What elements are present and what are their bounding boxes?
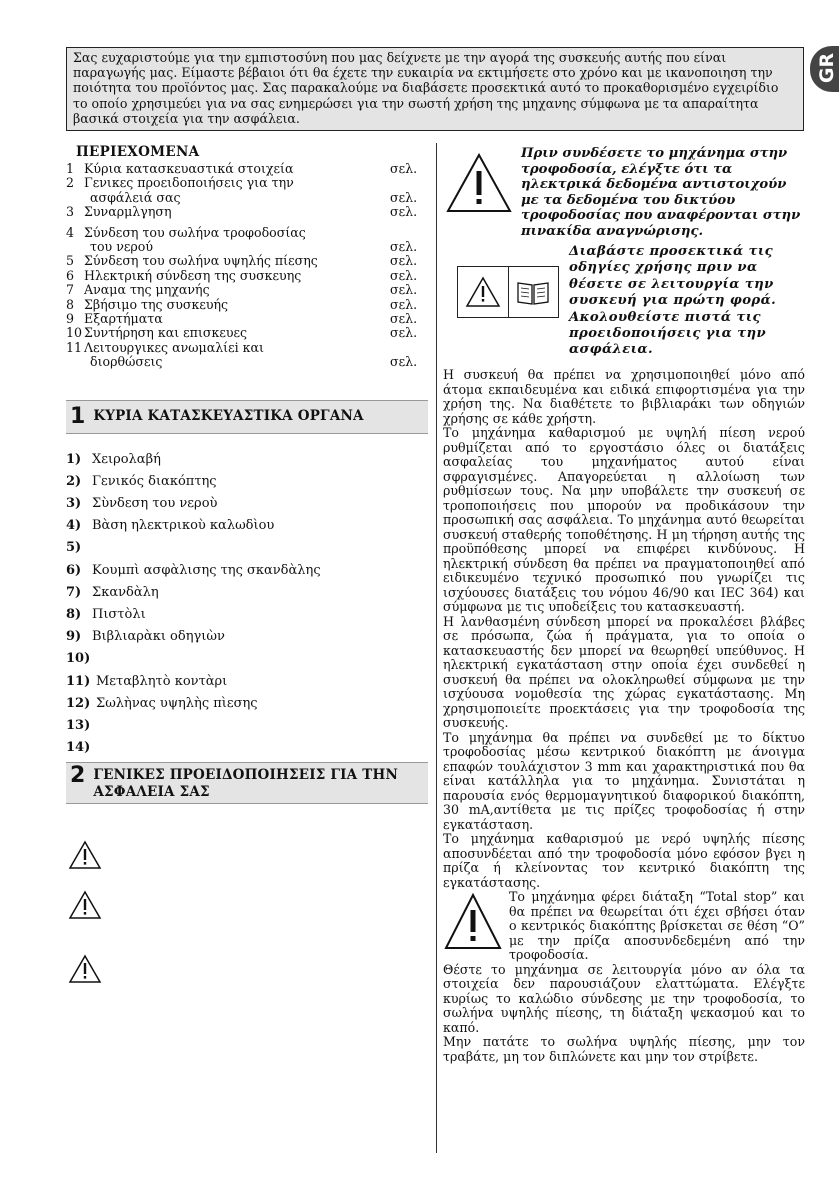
paragraph: Το μηχάνημα καθαρισμού με υψηλή πίεση νερού ρυθμίζεται από το εργοστάσιο όλες οι διατάξεις ασφαλείας του μηχανήματος αυτού είναι σφραγισμένες. Απαγορεύεται η αλλοίωση των ρυθμίσεων τους. Να μην υποβάλετε την συσκευή σε τροποποιήσεις που μπορούν να προδικάσουν την προσωπική σας ασφάλεια. Το μηχάνημα αυτό θεωρείται συσκευή σταθερής τοποθέτησης. Η μη τήρηση αυτής της προϋπόθεσης μπορεί να επιφέρει κινδύνους. Η ηλεκτρική σύνδεση θα πρέπει να πραγματοποιηθεί από ειδικευμένο τεχνικό προσωπικό που γνωρίζει τις ισχύουσες διατάξεις του νόμου 46/90 και IEC 364) και σύμφωνα με τις υποδείξεις του κατασκευαστή.	[443, 425, 805, 614]
toc-item-label: Λειτουργικες ανωμαλίεi και	[84, 339, 264, 355]
part-number: 3)	[66, 496, 82, 512]
paragraph: Το μηχάνημα φέρει διάταξη “Total stop” και θα πρέπει να θεωρείται ότι έχει σβήσει όταν ο κεντρικός διακόπτης βρίσκεται σε θέση “O” με την πρίζα αποσυνδεδεμένη από την τροφοδοσία.	[509, 889, 805, 962]
left-column	[66, 144, 428, 984]
safety-body-text	[443, 368, 805, 1064]
part-number: 4)	[66, 518, 82, 534]
part-label: Σὺνδεση του νεροὺ	[92, 496, 218, 512]
toc-item-label: Σύνδεση του σωλήνα υψηλής πίεσης	[84, 253, 318, 269]
toc-item	[66, 226, 428, 240]
toc-item	[66, 341, 428, 355]
warning-block-electrical	[443, 146, 805, 239]
part-number: 5)	[66, 540, 82, 556]
part-number: 13)	[66, 717, 91, 733]
open-book-icon	[515, 277, 551, 307]
toc-item	[66, 326, 428, 340]
toc-item-label: Σύνδεση του σωλήνα τροφοδοσίας	[84, 224, 306, 240]
section2-title-line1: ΓΕΝΙΚΕΣ ΠΡΟΕΙΔΟΠΟΙΗΣΕΙΣ ΓΙΑ ΤΗΝ	[93, 767, 398, 784]
warning-electrical-text: Πριν συνδέσετε το μηχάνημα στην τροφοδοσία, ελέγξτε ότι τα ηλεκτρικά δεδομένα αντιστοιχούν με τα δεδομένα του δικτύου τροφοδοσίας που αναφέρονται στην πινακίδα αναγνώρισης.	[521, 146, 801, 239]
part-label: Βὰση ηλεκτρικοὺ καλωδὶου	[92, 518, 275, 534]
toc-item-label: του νερού	[90, 239, 154, 255]
toc-item	[66, 176, 428, 190]
warning-manual-text: Διαβάστε προσεκτικά τις οδηγίες χρήσης πριν να θέσετε σε λειτουργία την συσκευή για πρώτη φορά. Ακολουθείστε πιστά τις προειδοποιήσεις για την ασφάλεια.	[569, 244, 777, 358]
part-number: 8)	[66, 607, 82, 622]
section2-number: 2	[70, 763, 86, 789]
toc-item-number: 7	[66, 282, 75, 298]
part-number: 6)	[66, 562, 82, 578]
part-list-item	[66, 716, 428, 738]
toc-item-label: διορθώσεις	[90, 354, 163, 370]
toc-item-label: Συντήρηση και επισκευες	[84, 325, 248, 341]
toc-item-page	[390, 176, 428, 190]
part-label: Χειρολαβή	[92, 451, 161, 467]
toc-item-page: σελ.	[390, 311, 418, 327]
toc-item-number: 11	[66, 339, 83, 355]
toc-title: ΠΕΡΙΕΧΟΜΕΝΑ	[76, 144, 200, 160]
toc-item-label: Εξαρτήματα	[84, 311, 163, 327]
toc-item	[66, 283, 428, 297]
part-list-item	[66, 672, 428, 694]
warning-triangle-icon	[465, 276, 501, 308]
toc-item-label: Αναμα της μηχανής	[84, 282, 210, 298]
toc-item-number: 6	[66, 267, 75, 283]
toc-item-label: Ηλεκτρική σύνδεση της συσκευης	[84, 267, 302, 283]
toc-item-label: Γενικες προειδοποιήσεις για την	[84, 175, 294, 191]
toc-item	[66, 298, 428, 312]
part-number: 11)	[66, 673, 91, 689]
part-number: 12)	[66, 695, 91, 711]
toc-item-number: 10	[66, 325, 83, 341]
toc-item-label: Κύρια κατασκευαστικά στοιχεία	[84, 161, 294, 176]
part-label: Γενικός διακόπτης	[92, 473, 217, 489]
part-label: Πιστὸλι	[92, 607, 146, 622]
part-number: 10)	[66, 651, 91, 667]
column-divider	[436, 143, 437, 1153]
section2-title	[93, 765, 398, 801]
part-list-item	[66, 450, 428, 472]
paragraph: Το μηχάνημα θα πρέπει να συνδεθεί με το δίκτυο τροφοδοσίας μέσω κεντρικού διακόπτη με άνοιγμα επαφών τουλάχιστον 3 mm και χαρακτηριστικά που θα είναι κατάλληλα για το μηχάνημα. Συνιστάται η παρουσία ενός θερμομαγνητικού διαφορικού διακόπτη, 30 mA,αντίθετα με τις πρίζες τροφοδοσίας ή στην εγκατάσταση.	[443, 729, 805, 832]
toc-item-number	[66, 355, 84, 369]
toc-item	[66, 355, 428, 369]
toc-item-number: 9	[66, 311, 75, 327]
toc-item-number: 4	[66, 224, 75, 240]
part-number: 14)	[66, 740, 91, 756]
toc-item-label: Συναρμλγηση	[84, 204, 172, 220]
toc-item-page	[390, 226, 428, 240]
part-list-item	[66, 738, 428, 760]
part-number: 1)	[66, 451, 82, 467]
toc-item-page	[390, 341, 428, 355]
section1-title: ΚΥΡΙΑ ΚΑΤΑΣΚΕΥΑΣΤΙΚΑ ΟΡΓΑΝΑ	[93, 407, 364, 424]
toc-item-label: ασφάλειά σας	[90, 189, 181, 205]
toc-item	[66, 162, 428, 176]
part-list-item	[66, 605, 428, 627]
toc-item-page: σελ.	[390, 253, 418, 269]
right-column	[443, 146, 805, 1064]
part-number: 2)	[66, 473, 82, 489]
part-label: Βιβλιαρὰκι οδηγιὼν	[92, 629, 225, 645]
toc-item	[66, 240, 428, 254]
warning-triangle-icon	[445, 152, 513, 214]
section2-title-line2: ΑΣΦΑΛΕΙΑ ΣΑΣ	[93, 784, 210, 801]
warning-triangle-icon	[443, 892, 503, 952]
toc-item-number: 5	[66, 253, 75, 269]
warning-block-read-manual	[443, 244, 805, 368]
part-list-item	[66, 494, 428, 516]
part-list-item	[66, 583, 428, 605]
part-list-item	[66, 516, 428, 538]
toc-item-page: σελ.	[390, 239, 418, 255]
warning-triangle-icon	[68, 840, 102, 870]
toc-item	[66, 191, 428, 205]
paragraph: Θέστε το μηχάνημα σε λειτουργία μόνο αν όλα τα στοιχεία δεν παρουσιάζουν ελαττώματα. Ελέγξτε κυρίως το καλώδιο σύνδεσης με την τροφοδοσία, το σωλήνα υψηλής πίεσης, τη διάταξη ψεκασμού και το καπό.	[443, 961, 805, 1035]
paragraph: Η λανθασμένη σύνδεση μπορεί να προκαλέσει βλάβες σε πρόσωπα, ζώα ή πράγματα, για το οποία ο κατασκευαστής δεν μπορεί να θεωρηθεί υπεύθυνος. Η ηλεκτρική εγκατάσταση στην οποία έχει συνδεθεί η συσκευή θα πρέπει να ολοκληρωθεί σύμφωνα με την ισχύουσα νομοθεσία της χώρας εγκατάστασης. Μη χρησιμοποιείτε προεκτάσεις για την τροφοδοσία της συσκευής.	[443, 613, 805, 730]
part-list-item	[66, 694, 428, 716]
intro-text: Σας ευχαριστούμε για την εμπιστοσύνη που μας δείχνετε με την αγορά της συσκευής αυτής που είναι παραγωγής μας. Είμαστε βέβαιοι ότι θα έχετε την ευκαιρία να εκτιμήσετε στο χρόνο και με ικανοποιηση την ποιότητα του προϊόντος μας. Σας παρακαλούμε να διαβάσετε προσεκτικά αυτό το προκαθορισμένο εγχειρίδιο το οποίο χρησιμεύει για να σας ενημερώσει για την σωστή χρήση της μηχανης σύμφωνα με τα απαραίτητα βασικά στοιχεία για την ασφάλεια.	[66, 47, 804, 131]
language-tab	[810, 46, 839, 92]
toc-list	[66, 162, 428, 370]
part-list-item	[66, 538, 428, 560]
warning-triangle-icon	[68, 890, 102, 920]
toc-item-number: 1	[66, 161, 75, 176]
paragraph: Μην πατάτε το σωλήνα υψηλής πίεσης, μην τον τραβάτε, μη τον διπλώνετε και μην τον στρίβετε.	[443, 1034, 805, 1064]
toc-item-number	[66, 240, 84, 254]
section1-number: 1	[70, 403, 86, 429]
toc-item-page: σελ.	[390, 325, 418, 341]
toc-item-number: 3	[66, 204, 75, 220]
language-label: GR	[816, 52, 839, 84]
part-list-item	[66, 649, 428, 671]
part-label: Σκανδὰλη	[92, 584, 159, 600]
toc-item-page: σελ.	[390, 282, 418, 298]
part-label: Σωλὴνας υψηλὴς πὶεσης	[96, 695, 258, 711]
part-label: Μεταβλητὸ κοντὰρι	[96, 673, 228, 689]
part-list-item	[66, 627, 428, 649]
paragraph: Το μηχάνημα καθαρισμού με νερό υψηλής πίεσης αποσυνδέεται από την τροφοδοσία μόνο εφόσον βγει η πρίζα ή κλείνοντας τον κεντρικό διακόπτη της εγκατάστασης.	[443, 831, 805, 890]
toc-item	[66, 254, 428, 268]
part-list-item	[66, 561, 428, 583]
toc-item-page: σελ.	[390, 267, 418, 283]
warning-manual-pictogram	[457, 266, 559, 318]
toc-item-number: 8	[66, 296, 75, 312]
toc-item-page: σελ.	[390, 296, 418, 312]
toc-item	[66, 269, 428, 283]
parts-list	[66, 450, 428, 761]
toc-item-label: Σβήσιμο της συσκευής	[84, 296, 229, 312]
toc-item-number	[66, 191, 84, 205]
toc-item	[66, 312, 428, 326]
total-stop-block	[443, 890, 805, 963]
toc-item-number: 2	[66, 175, 75, 191]
part-number: 9)	[66, 629, 82, 645]
part-number: 7)	[66, 584, 82, 600]
pictogram-book-cell	[508, 267, 559, 317]
toc-item-page: σελ.	[390, 204, 418, 220]
paragraph: Η συσκευή θα πρέπει να χρησιμοποιηθεί μόνο από άτομα εκπαιδευμένα και ειδικά επιφορτισμένα για την χρήση της. Να διαθέτετε το βιβλιαράκι των οδηγιών χρήσης σε κάθε χρήστη.	[443, 367, 805, 426]
part-label: Κουμπὶ ασφὰλισης της σκανδὰλης	[92, 562, 321, 578]
part-list-item	[66, 472, 428, 494]
toc-item-page: σελ.	[390, 161, 418, 176]
toc-item	[66, 205, 428, 219]
warning-triangle-icon	[68, 954, 102, 984]
section1-header	[66, 400, 428, 434]
toc-item-page: σελ.	[390, 189, 418, 205]
toc-item-page: σελ.	[390, 354, 418, 370]
section2-header	[66, 762, 428, 804]
pictogram-warning-cell	[458, 267, 508, 317]
